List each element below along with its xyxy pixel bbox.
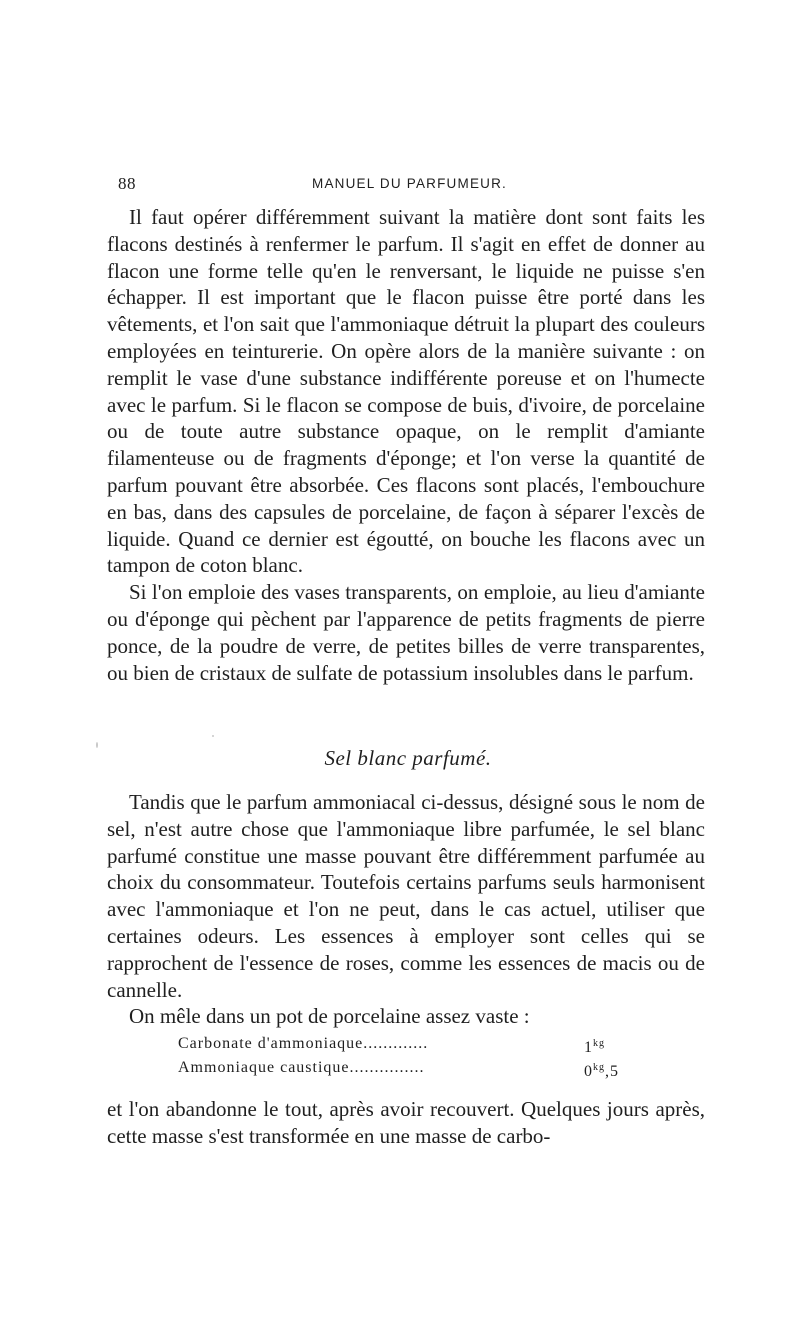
- paper-speck: [96, 742, 98, 748]
- paragraph: Il faut opérer différemment suivant la matière dont sont faits les flacons destinés à renfermer le parfum. Il s'agit en effet de donner au flacon une forme telle qu'en le renversant, le liquide ne puisse s'en échapper. Il est important que le flacon puisse être porté dans les vêtements, et l'on sait que l'ammoniaque détruit la plupart des couleurs employées en teinturerie. On opère alors de la manière suivante : on remplit le vase d'une substance indifférente poreuse et on l'humecte avec le parfum. Si le flacon se compose de buis, d'ivoire, de porcelaine ou de toute autre substance opaque, on le remplit d'amiante filamenteuse ou de fragments d'éponge; et l'on verse la quantité de parfum pouvant être absorbée. Ces flacons sont placés, l'embouchure en bas, dans des capsules de porcelaine, de façon à séparer l'excès de liquide. Quand ce dernier est égoutté, on bouche les flacons avec un tampon de coton blanc.: [107, 205, 705, 578]
- body-text-bottom: [107, 1096, 705, 1150]
- paragraph: Tandis que le parfum ammoniacal ci-dessus, désigné sous le nom de sel, n'est autre chose que l'ammoniaque libre parfumée, le sel blanc parfumé constitue une masse pouvant être différemment parfumée au choix du consommateur. Toutefois certains parfums seuls harmonisent avec l'ammoniaque et l'on ne peut, dans le cas actuel, utiliser que certaines odeurs. Les essences à employer sont celles qui se rapprochent de l'essence de roses, comme les essences de macis ou de cannelle.: [107, 790, 705, 1002]
- recipe-quantity-value: 1: [584, 1039, 593, 1056]
- recipe-list: [178, 1032, 638, 1080]
- running-head: [104, 174, 704, 196]
- body-text-top: [107, 204, 705, 686]
- recipe-row: [178, 1056, 638, 1080]
- paragraph: et l'on abandonne le tout, après avoir recouvert. Quelques jours après, cette masse s'est transformée en une masse de carbo-: [107, 1097, 705, 1148]
- section-title: Sel blanc parfumé.: [324, 746, 492, 770]
- paper-speck: [212, 735, 214, 737]
- recipe-quantity-value: 0: [584, 1063, 593, 1080]
- recipe-ingredient: Carbonate d'ammoniaque.............: [178, 1035, 429, 1052]
- recipe-ingredient: Ammoniaque caustique...............: [178, 1059, 425, 1076]
- body-text-middle: [107, 789, 705, 1030]
- paragraph: On mêle dans un pot de porcelaine assez vaste :: [129, 1004, 530, 1029]
- recipe-quantity-unit: kg: [593, 1038, 605, 1049]
- recipe-quantity-unit: kg: [593, 1062, 605, 1073]
- recipe-quantity-rest: ,5: [605, 1063, 619, 1080]
- paragraph: Si l'on emploie des vases transparents, on emploie, au lieu d'amiante ou d'éponge qui pèchent par l'apparence de petits fragments de pierre ponce, de la poudre de verre, de petites billes de verre transparentes, ou bien de cristaux de sulfate de potassium insolubles dans le parfum.: [107, 580, 705, 685]
- recipe-row: [178, 1032, 638, 1056]
- recipe-quantity: [584, 1056, 619, 1084]
- running-head-title: MANUEL DU PARFUMEUR.: [312, 176, 508, 191]
- page-number: 88: [118, 174, 136, 193]
